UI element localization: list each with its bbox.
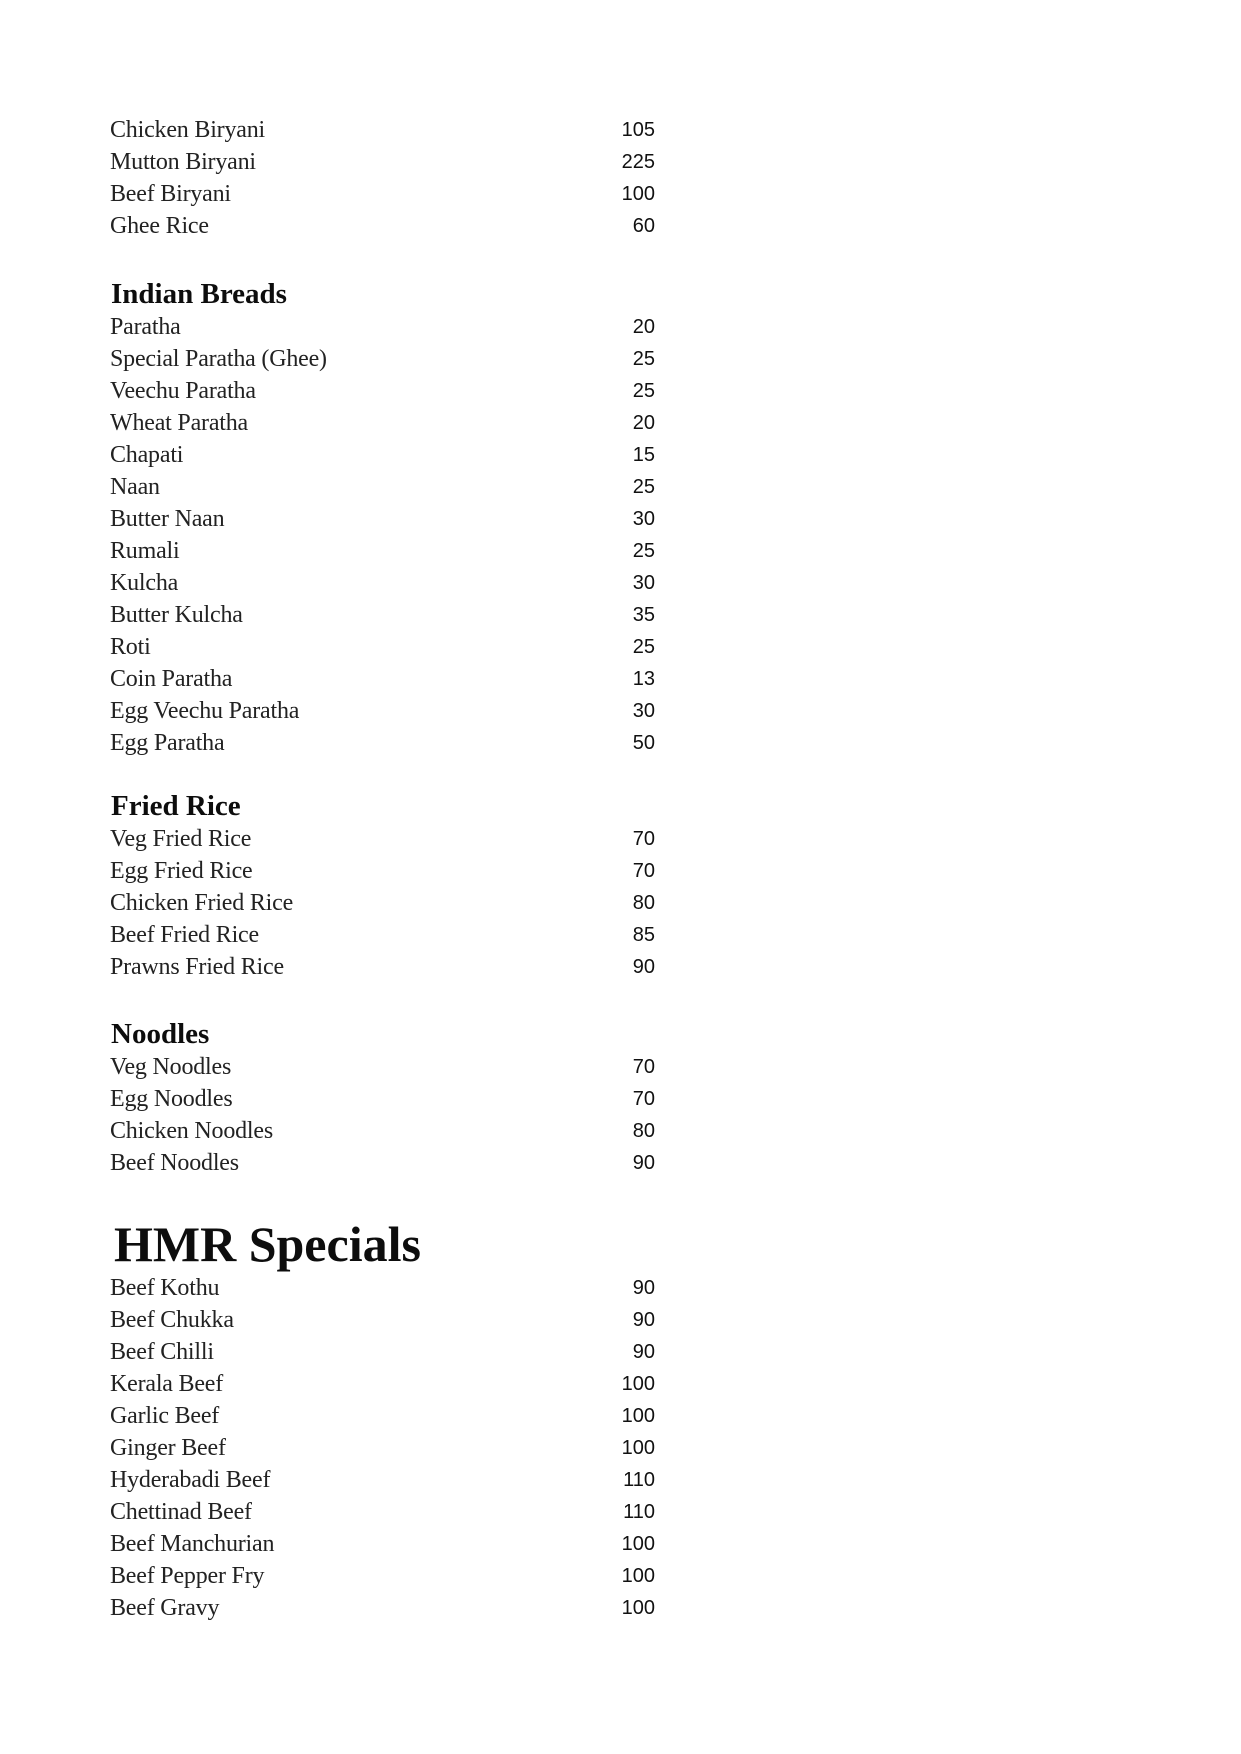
item-name: Chapati (110, 441, 184, 468)
menu-row (110, 535, 655, 567)
item-price: 70 (632, 827, 655, 850)
item-name: Beef Chukka (110, 1306, 234, 1333)
item-price: 30 (632, 571, 655, 594)
item-name: Coin Paratha (110, 665, 233, 692)
item-price: 70 (632, 1087, 655, 1110)
menu-row (110, 695, 655, 727)
menu-row (110, 567, 655, 599)
item-price: 80 (632, 891, 655, 914)
item-name: Egg Paratha (110, 729, 225, 756)
menu-row (110, 727, 655, 759)
menu-row (110, 311, 655, 343)
menu-row (110, 1115, 655, 1147)
item-price: 90 (632, 1276, 655, 1299)
item-price: 25 (632, 475, 655, 498)
menu-row (110, 375, 655, 407)
item-price: 100 (621, 1372, 655, 1395)
section-title: Fried Rice (111, 790, 241, 822)
item-name: Egg Fried Rice (110, 857, 253, 884)
item-name: Naan (110, 473, 160, 500)
menu-row (110, 663, 655, 695)
menu-row (110, 1083, 655, 1115)
menu-row (110, 887, 655, 919)
section-biryani (110, 114, 655, 242)
item-name: Veg Fried Rice (110, 825, 252, 852)
item-price: 100 (621, 1532, 655, 1555)
menu-row (110, 1368, 655, 1400)
item-price: 90 (632, 1340, 655, 1363)
menu-row (110, 1400, 655, 1432)
section-fried-rice (110, 789, 655, 983)
menu-row (110, 599, 655, 631)
item-name: Beef Manchurian (110, 1530, 275, 1557)
item-name: Ghee Rice (110, 212, 209, 239)
item-price: 225 (621, 150, 655, 173)
item-price: 70 (632, 859, 655, 882)
menu-row (110, 1592, 655, 1624)
menu-row (110, 343, 655, 375)
item-price: 25 (632, 635, 655, 658)
menu-row (110, 146, 655, 178)
menu-row (110, 1560, 655, 1592)
item-name: Chicken Noodles (110, 1117, 273, 1144)
item-name: Beef Noodles (110, 1149, 239, 1176)
menu-row (110, 210, 655, 242)
menu-row (110, 407, 655, 439)
item-price: 13 (632, 667, 655, 690)
item-name: Veechu Paratha (110, 377, 256, 404)
item-price: 100 (621, 1436, 655, 1459)
menu-row (110, 471, 655, 503)
item-name: Rumali (110, 537, 180, 564)
item-price: 50 (632, 731, 655, 754)
menu-row (110, 1147, 655, 1179)
item-price: 35 (632, 603, 655, 626)
menu-row (110, 631, 655, 663)
item-name: Mutton Biryani (110, 148, 256, 175)
item-price: 90 (632, 955, 655, 978)
item-price: 100 (621, 1564, 655, 1587)
menu-row (110, 1336, 655, 1368)
item-name: Egg Noodles (110, 1085, 233, 1112)
section-hmr-specials (110, 1216, 655, 1624)
item-price: 85 (632, 923, 655, 946)
section-noodles (110, 1017, 655, 1179)
menu-row (110, 919, 655, 951)
item-price: 110 (623, 1468, 655, 1491)
item-price: 60 (632, 214, 655, 237)
item-name: Garlic Beef (110, 1402, 220, 1429)
item-name: Kerala Beef (110, 1370, 224, 1397)
menu-row (110, 439, 655, 471)
item-name: Beef Biryani (110, 180, 231, 207)
item-price: 100 (621, 1404, 655, 1427)
item-price: 110 (623, 1500, 655, 1523)
item-name: Beef Kothu (110, 1274, 220, 1301)
item-name: Prawns Fried Rice (110, 953, 284, 980)
item-name: Butter Kulcha (110, 601, 243, 628)
item-price: 80 (632, 1119, 655, 1142)
item-price: 70 (632, 1055, 655, 1078)
item-name: Egg Veechu Paratha (110, 697, 300, 724)
section-title: HMR Specials (114, 1216, 421, 1272)
menu-row (110, 1272, 655, 1304)
menu-row (110, 178, 655, 210)
item-name: Chicken Biryani (110, 116, 265, 143)
menu-row (110, 951, 655, 983)
menu-row (110, 1464, 655, 1496)
item-price: 90 (632, 1308, 655, 1331)
item-price: 30 (632, 699, 655, 722)
item-name: Chettinad Beef (110, 1498, 252, 1525)
menu-row (110, 1528, 655, 1560)
item-price: 100 (621, 1596, 655, 1619)
section-title: Noodles (111, 1018, 210, 1050)
item-price: 20 (632, 315, 655, 338)
item-name: Beef Chilli (110, 1338, 214, 1365)
menu-row (110, 503, 655, 535)
menu-row (110, 823, 655, 855)
menu-row (110, 1304, 655, 1336)
item-price: 25 (632, 379, 655, 402)
item-name: Beef Fried Rice (110, 921, 259, 948)
item-price: 30 (632, 507, 655, 530)
item-name: Beef Gravy (110, 1594, 220, 1621)
menu-row (110, 855, 655, 887)
menu-row (110, 1432, 655, 1464)
item-name: Hyderabadi Beef (110, 1466, 271, 1493)
item-price: 105 (621, 118, 655, 141)
item-price: 25 (632, 347, 655, 370)
item-price: 25 (632, 539, 655, 562)
item-price: 20 (632, 411, 655, 434)
menu-row (110, 1496, 655, 1528)
item-price: 15 (632, 443, 655, 466)
item-name: Wheat Paratha (110, 409, 248, 436)
menu-row (110, 1051, 655, 1083)
item-name: Butter Naan (110, 505, 225, 532)
item-name: Special Paratha (Ghee) (110, 345, 327, 372)
item-name: Kulcha (110, 569, 179, 596)
menu-row (110, 114, 655, 146)
item-name: Paratha (110, 313, 181, 340)
item-name: Beef Pepper Fry (110, 1562, 265, 1589)
section-indian-breads (110, 277, 655, 759)
item-name: Roti (110, 633, 151, 660)
item-price: 100 (621, 182, 655, 205)
section-title: Indian Breads (111, 278, 287, 310)
item-name: Chicken Fried Rice (110, 889, 294, 916)
item-price: 90 (632, 1151, 655, 1174)
item-name: Ginger Beef (110, 1434, 226, 1461)
item-name: Veg Noodles (110, 1053, 232, 1080)
